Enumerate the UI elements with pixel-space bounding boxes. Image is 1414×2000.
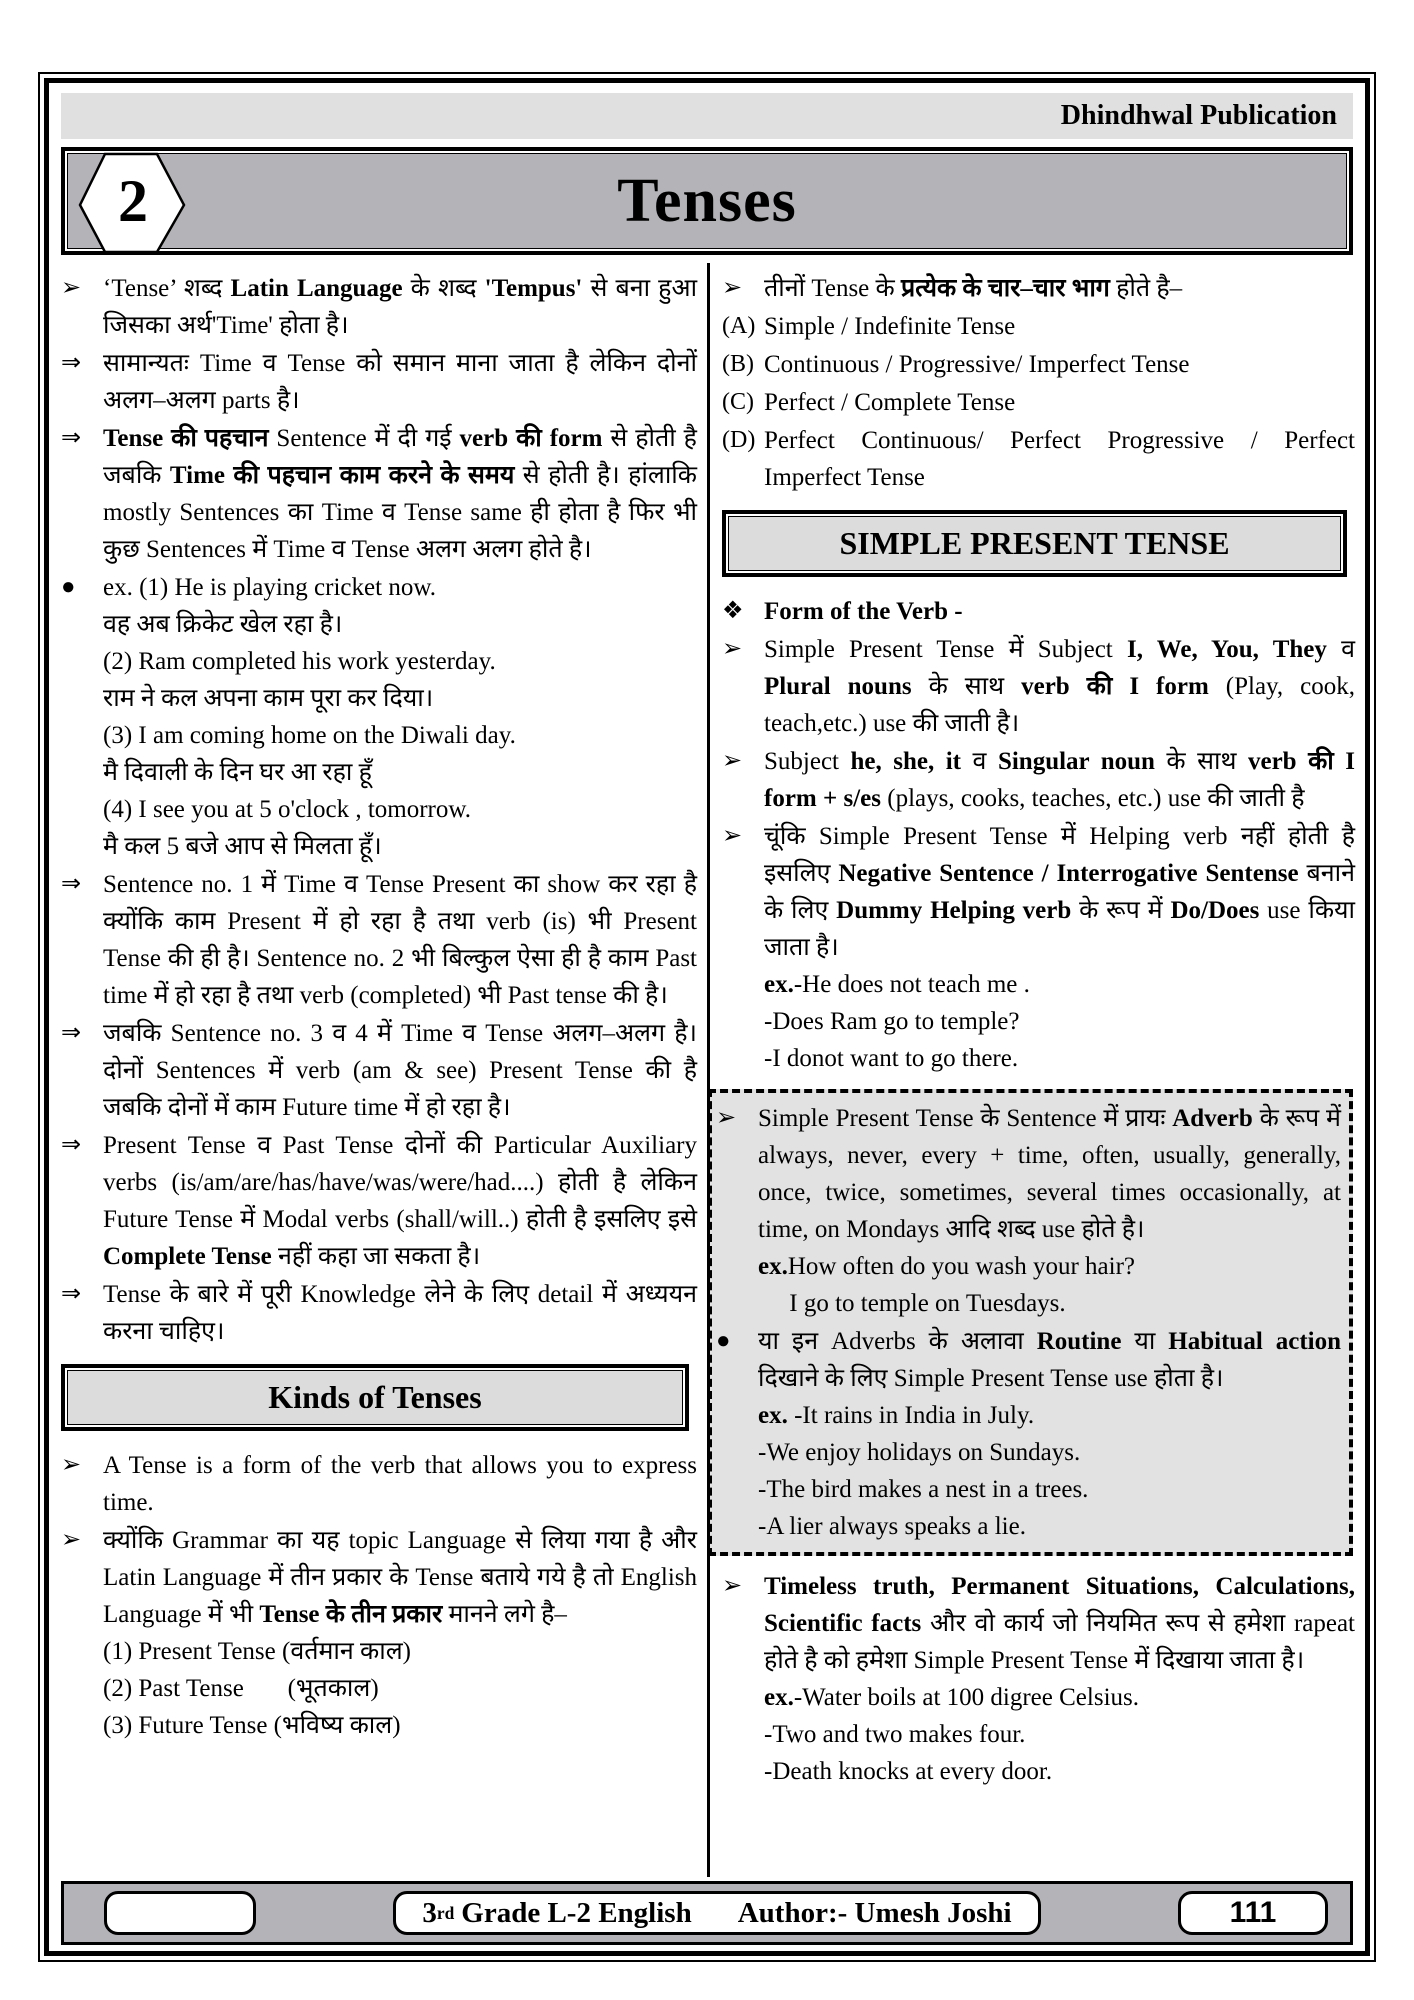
- chapter-number: 2: [118, 167, 148, 234]
- text-line: -Death knocks at every door.: [764, 1758, 1053, 1786]
- chapter-banner: [61, 147, 1353, 255]
- text-line: ex.-He does not teach me .: [764, 971, 1030, 999]
- text-line: ex. (1) He is playing cricket now.: [103, 574, 436, 601]
- paragraph: [57, 569, 697, 865]
- text-line: तीनों Tense के प्रत्येक के चार–चार भाग होते है–: [764, 275, 1183, 302]
- paragraph-text: [764, 270, 1355, 307]
- paragraph: [57, 420, 697, 568]
- paragraph: [57, 345, 697, 419]
- text-line: (4) I see you at 5 o'clock , tomorrow.: [103, 796, 472, 823]
- footer-bar: [61, 1881, 1353, 1945]
- bullet-marker: ➢: [716, 1105, 737, 1132]
- paragraph-text: [103, 1127, 697, 1275]
- author-label: Author:- Umesh Joshi: [737, 1896, 1012, 1929]
- page-frame: [38, 72, 1376, 1962]
- paragraph: [712, 1100, 1341, 1322]
- text-line: ex. -It rains in India in July.: [758, 1402, 1035, 1430]
- paragraph: [718, 384, 1355, 421]
- page-inner-frame: [44, 78, 1370, 1956]
- text-line: Sentence no. 1 में Time व Tense Present का show कर रहा है क्योंकि काम Present में हो रहा है तथा verb (is) भी Present Tense की ही है। Sentence no. 2 भी बिल्कुल ऐसा ही है काम Past time में हो रहा है तथा verb (completed) भी Past tense की है।: [103, 871, 697, 1009]
- header-band: [61, 93, 1353, 139]
- paragraph: [718, 631, 1355, 742]
- bullet-marker: ⇒: [61, 350, 82, 376]
- text-line: Perfect Continuous/ Perfect Progressive / Perfect Imperfect Tense: [764, 427, 1355, 491]
- bullet-marker: ➢: [61, 1452, 82, 1479]
- paragraph-text: [758, 1100, 1341, 1322]
- paragraph-text: [764, 631, 1355, 742]
- book-title: Grade L-2 English: [461, 1896, 692, 1929]
- text-line: Perfect / Complete Tense: [764, 389, 1016, 416]
- paragraph-text: [103, 866, 697, 1014]
- text-line: Timeless truth, Permanent Situations, Calculations, Scientific facts और वो कार्य जो नियमित रूप से हमेशा rapeat होते है को हमेशा Simple Present Tense में दिखाया जाता है।: [764, 1573, 1356, 1675]
- bullet-marker: (B): [722, 351, 754, 377]
- paragraph: [718, 422, 1355, 496]
- text-line: Simple Present Tense में Subject I, We, You, They व Plural nouns के साथ verb की I form (Play, cook, teach,etc.) use की जाती है।: [764, 636, 1356, 738]
- bullet-marker: ⇒: [61, 1281, 82, 1307]
- text-line: सामान्यतः Time व Tense को समान माना जाता है लेकिन दोनों अलग–अलग parts है।: [103, 350, 697, 414]
- text-line: -We enjoy holidays on Sundays.: [758, 1439, 1081, 1467]
- text-line: (3) I am coming home on the Diwali day.: [103, 722, 516, 749]
- text-line: Present Tense व Past Tense दोनों की Particular Auxiliary verbs (is/am/are/has/have/was/were/had....) होती है लेकिन Future Tense में Modal verbs (shall/will..) होती है इसलिए इसे Complete Tense नहीं कहा जा सकता है।: [103, 1132, 697, 1270]
- paragraph-text: [764, 818, 1355, 1077]
- text-line: Simple Present Tense के Sentence में प्रायः Adverb के रूप में always, never, every + time, often, usually, generally, once, twice, sometimes, several times occasionally, at time, on Mondays आदि शब्द use होते है।: [758, 1105, 1341, 1244]
- text-line: -I donot want to go there.: [764, 1045, 1019, 1073]
- bullet-marker: ➢: [722, 275, 743, 301]
- book-grade-number: 3: [422, 1896, 437, 1929]
- bullet-marker: ➢: [722, 636, 743, 663]
- text-line: Tense की पहचान Sentence में दी गई verb की form से होती है जबकि Time की पहचान काम करने के समय से होती है। हांलाकि mostly Sentences का Time व Tense same ही होता है फिर भी कुछ Sentences में Time व Tense अलग अलग होते है।: [103, 425, 697, 563]
- paragraph: [718, 1568, 1355, 1790]
- page-title: Tenses: [617, 166, 797, 235]
- text-line: -Does Ram go to temple?: [764, 1008, 1020, 1036]
- section-heading-label: SIMPLE PRESENT TENSE: [839, 525, 1230, 561]
- section-heading-simple-present-tense: [722, 510, 1347, 577]
- bullet-marker: ➢: [722, 748, 743, 775]
- bullet-marker: ➢: [722, 823, 743, 850]
- text-line: Form of the Verb -: [764, 598, 963, 626]
- text-line: Tense के बारे में पूरी Knowledge लेने के लिए detail में अध्ययन करना चाहिए।: [103, 1281, 697, 1345]
- text-line: चूंकि Simple Present Tense में Helping verb नहीं होती है इसलिए Negative Sentence / Interrogative Sentense बनाने के लिए Dummy Helping verb के रूप में Do/Does use किया जाता है।: [764, 823, 1355, 962]
- bullet-marker: (D): [722, 427, 756, 453]
- section-heading-kinds-of-tenses: [61, 1364, 689, 1431]
- text-line: क्योंकि Grammar का यह topic Language से लिया गया है और Latin Language में तीन प्रकार के Tense बताये गये है तो English Language में भी Tense के तीन प्रकार मानने लगे है–: [103, 1527, 697, 1629]
- text-line: -A lier always speaks a lie.: [758, 1513, 1026, 1541]
- paragraph-text: [103, 420, 697, 568]
- text-line: मै कल 5 बजे आप से मिलता हूँ।: [103, 833, 382, 860]
- bullet-marker: ●: [61, 574, 76, 600]
- bullet-marker: ⇒: [61, 1132, 82, 1158]
- paragraph: [712, 1323, 1341, 1545]
- text-line: ex.How often do you wash your hair?: [758, 1253, 1136, 1281]
- left-column: [49, 263, 707, 1877]
- paragraph-text: [764, 346, 1355, 383]
- bullet-marker: ➢: [722, 1573, 743, 1600]
- paragraph-text: [764, 384, 1355, 421]
- text-line: -Two and two makes four.: [764, 1721, 1026, 1749]
- content-columns: [49, 263, 1365, 1877]
- text-line: -The bird makes a nest in a trees.: [758, 1476, 1089, 1504]
- bullet-marker: ⇒: [61, 1020, 82, 1046]
- paragraph-text: [103, 345, 697, 419]
- text-line: मै दिवाली के दिन घर आ रहा हूँ: [103, 759, 372, 786]
- paragraph-text: [764, 1568, 1355, 1790]
- bullet-marker: ➢: [61, 1527, 82, 1554]
- left-blocks-after: [57, 1447, 697, 1744]
- text-line: (3) Future Tense (भविष्य काल): [103, 1712, 401, 1740]
- paragraph: [57, 1127, 697, 1275]
- paragraph-text: [103, 1276, 697, 1350]
- footer-book-label: 3 rd Grade L-2 English Author:- Umesh Joshi: [393, 1891, 1040, 1935]
- paragraph-text: [103, 1522, 697, 1744]
- right-blocks-top: [718, 270, 1355, 496]
- paragraph-text: [103, 270, 697, 344]
- section-heading-label: Kinds of Tenses: [268, 1379, 482, 1415]
- paragraph-text: [764, 743, 1355, 817]
- text-line: A Tense is a form of the verb that allows you to express time.: [103, 1452, 697, 1517]
- footer-blank-box: [104, 1891, 256, 1935]
- paragraph: [718, 743, 1355, 817]
- text-line: I go to temple on Tuesdays.: [758, 1290, 1066, 1318]
- paragraph: [57, 866, 697, 1014]
- bullet-marker: ●: [716, 1328, 731, 1355]
- bullet-marker: ⇒: [61, 425, 82, 451]
- text-line: Simple / Indefinite Tense: [764, 313, 1016, 340]
- bullet-marker: (C): [722, 389, 754, 415]
- paragraph: [57, 1447, 697, 1521]
- paragraph-text: [103, 569, 697, 865]
- paragraph-text: [764, 422, 1355, 496]
- paragraph: [57, 1015, 697, 1126]
- text-line: (2) Past Tense (भूतकाल): [103, 1675, 379, 1703]
- page-number: 111: [1178, 1891, 1328, 1935]
- paragraph: [57, 270, 697, 344]
- bullet-marker: (A): [722, 313, 756, 339]
- text-line: राम ने कल अपना काम पूरा कर दिया।: [103, 685, 434, 712]
- right-column: [707, 263, 1365, 1877]
- paragraph: [718, 818, 1355, 1077]
- bullet-marker: ➢: [61, 275, 82, 301]
- text-line: (2) Ram completed his work yesterday.: [103, 648, 496, 675]
- paragraph: [718, 270, 1355, 307]
- text-line: जबकि Sentence no. 3 व 4 में Time व Tense अलग–अलग है। दोनों Sentences में verb (am & see) Present Tense की है जबकि दोनों में काम Future time में हो रहा है।: [103, 1020, 697, 1121]
- paragraph: [718, 593, 1355, 630]
- text-line: Subject he, she, it व Singular noun के साथ verb की I form + s/es (plays, cooks, teaches, etc.) use की जाती है: [764, 748, 1355, 813]
- publication-name: Dhindhwal Publication: [1060, 100, 1337, 131]
- bullet-marker: ⇒: [61, 871, 82, 897]
- adverb-note-dashed-box: [708, 1089, 1353, 1556]
- paragraph: [718, 308, 1355, 345]
- right-blocks-mid: [718, 593, 1355, 1077]
- paragraph: [57, 1522, 697, 1744]
- paragraph: [57, 1276, 697, 1350]
- chapter-number-badge: [77, 149, 189, 257]
- paragraph-text: [764, 593, 1355, 630]
- bullet-marker: ❖: [722, 598, 744, 625]
- text-line: Continuous / Progressive/ Imperfect Tense: [764, 351, 1190, 378]
- right-blocks-bottom: [718, 1568, 1355, 1790]
- paragraph-text: [103, 1447, 697, 1521]
- text-line: (1) Present Tense (वर्तमान काल): [103, 1638, 411, 1666]
- paragraph-text: [758, 1323, 1341, 1545]
- text-line: या इन Adverbs के अलावा Routine या Habitual action दिखाने के लिए Simple Present Tense use होता है।: [758, 1328, 1341, 1393]
- paragraph-text: [103, 1015, 697, 1126]
- text-line: वह अब क्रिकेट खेल रहा है।: [103, 611, 343, 638]
- text-line: ex.-Water boils at 100 digree Celsius.: [764, 1684, 1139, 1712]
- paragraph: [718, 346, 1355, 383]
- paragraph-text: [764, 308, 1355, 345]
- left-blocks: [57, 270, 697, 1350]
- text-line: ‘Tense’ शब्द Latin Language के शब्द 'Tempus' से बना हुआ जिसका अर्थ'Time' होता है।: [103, 275, 697, 339]
